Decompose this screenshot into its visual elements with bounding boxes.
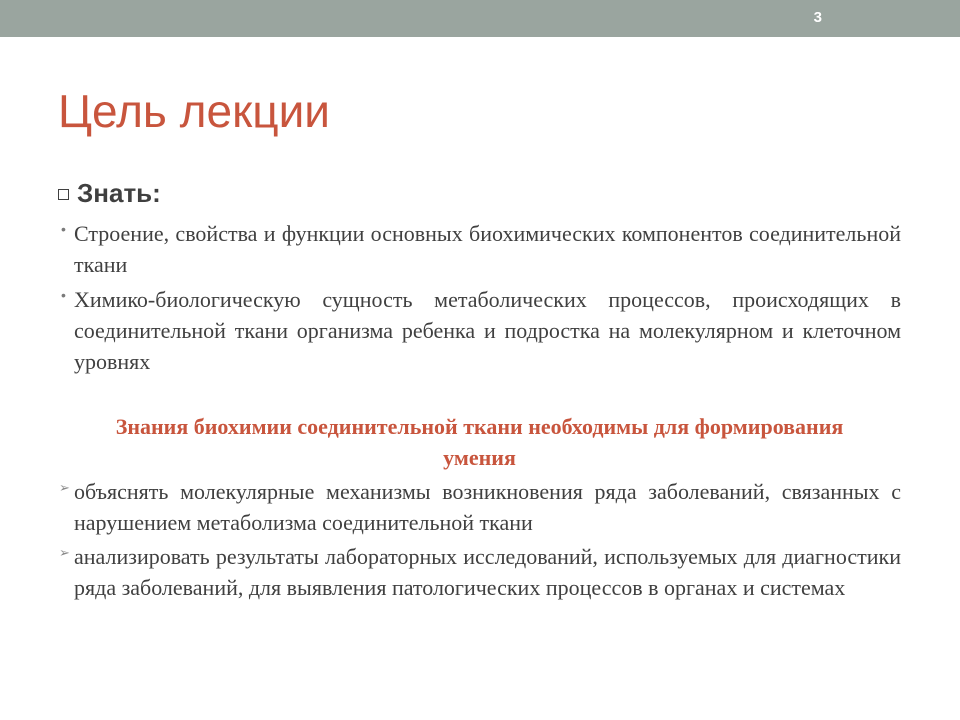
list-item-text: Строение, свойства и функции основных биохимических компонентов соединительной ткани <box>74 221 901 277</box>
slide-title: Цель лекции <box>58 85 330 137</box>
top-bar <box>0 0 960 37</box>
checkbox-icon <box>58 189 69 200</box>
list-item-text: Химико-биологическую сущность метаболических процессов, происходящих в соединительной ткани организма ребенка и подростка на молекулярном и клеточном уровнях <box>74 287 901 374</box>
slide-content <box>58 172 901 603</box>
list-item <box>58 284 901 377</box>
arrow-icon: ➢ <box>59 481 70 496</box>
list-item <box>58 541 901 603</box>
bullet-icon: • <box>61 221 66 237</box>
slide-number: 3 <box>813 9 822 26</box>
list-item-text: объяснять молекулярные механизмы возникновения ряда заболеваний, связанных с нарушением метаболизма соединительной ткани <box>74 479 901 535</box>
arrow-icon: ➢ <box>59 546 70 561</box>
know-heading-row <box>58 172 901 214</box>
list-item <box>58 476 901 538</box>
bullet-icon: • <box>61 287 66 303</box>
list-item <box>58 218 901 280</box>
emphasis-text: Знания биохимии соединительной ткани необходимы для формирования умения <box>115 414 844 470</box>
know-heading: Знать: <box>77 178 161 208</box>
list-item-text: анализировать результаты лабораторных исследований, используемых для диагностики ряда заболеваний, для выявления патологических процессов в органах и системах <box>74 544 901 600</box>
